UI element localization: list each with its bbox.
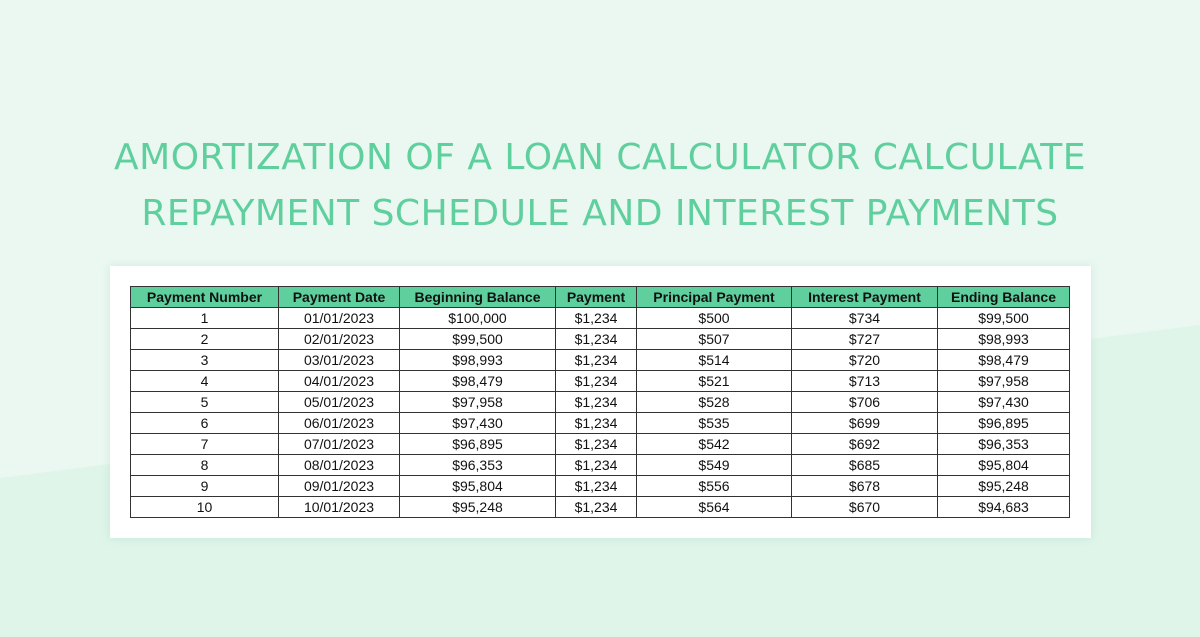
cell-interest-payment: $678 <box>792 476 938 497</box>
title-line-1: AMORTIZATION OF A LOAN CALCULATOR CALCULATE <box>114 137 1086 179</box>
cell-payment-number: 1 <box>131 308 279 329</box>
cell-payment: $1,234 <box>556 476 637 497</box>
cell-payment-date: 05/01/2023 <box>279 392 400 413</box>
cell-payment-number: 7 <box>131 434 279 455</box>
header-payment-number: Payment Number <box>131 287 279 308</box>
cell-ending-balance: $98,993 <box>938 329 1070 350</box>
cell-payment-number: 5 <box>131 392 279 413</box>
table-row <box>131 476 1070 497</box>
cell-payment-date: 01/01/2023 <box>279 308 400 329</box>
table-row <box>131 350 1070 371</box>
cell-beginning-balance: $96,895 <box>400 434 556 455</box>
table-row <box>131 413 1070 434</box>
title-line-2: REPAYMENT SCHEDULE AND INTEREST PAYMENTS <box>141 193 1059 235</box>
cell-beginning-balance: $95,248 <box>400 497 556 518</box>
cell-interest-payment: $685 <box>792 455 938 476</box>
cell-payment-date: 08/01/2023 <box>279 455 400 476</box>
cell-interest-payment: $727 <box>792 329 938 350</box>
cell-principal-payment: $556 <box>637 476 792 497</box>
cell-principal-payment: $542 <box>637 434 792 455</box>
header-payment-date: Payment Date <box>279 287 400 308</box>
cell-interest-payment: $670 <box>792 497 938 518</box>
cell-payment: $1,234 <box>556 455 637 476</box>
table-row <box>131 497 1070 518</box>
cell-ending-balance: $95,248 <box>938 476 1070 497</box>
cell-payment-date: 10/01/2023 <box>279 497 400 518</box>
cell-beginning-balance: $95,804 <box>400 476 556 497</box>
header-beginning-balance: Beginning Balance <box>400 287 556 308</box>
cell-principal-payment: $514 <box>637 350 792 371</box>
cell-payment: $1,234 <box>556 434 637 455</box>
cell-payment-date: 07/01/2023 <box>279 434 400 455</box>
cell-payment-date: 02/01/2023 <box>279 329 400 350</box>
page-title <box>0 130 1200 242</box>
cell-payment: $1,234 <box>556 329 637 350</box>
cell-payment-date: 03/01/2023 <box>279 350 400 371</box>
cell-payment-number: 2 <box>131 329 279 350</box>
cell-beginning-balance: $96,353 <box>400 455 556 476</box>
cell-payment-number: 10 <box>131 497 279 518</box>
spreadsheet-card <box>110 266 1091 538</box>
cell-payment-number: 6 <box>131 413 279 434</box>
header-ending-balance: Ending Balance <box>938 287 1070 308</box>
header-interest-payment: Interest Payment <box>792 287 938 308</box>
cell-ending-balance: $99,500 <box>938 308 1070 329</box>
table-row <box>131 308 1070 329</box>
cell-payment-number: 3 <box>131 350 279 371</box>
cell-beginning-balance: $99,500 <box>400 329 556 350</box>
cell-interest-payment: $692 <box>792 434 938 455</box>
cell-ending-balance: $98,479 <box>938 350 1070 371</box>
cell-payment: $1,234 <box>556 308 637 329</box>
cell-principal-payment: $521 <box>637 371 792 392</box>
cell-beginning-balance: $98,479 <box>400 371 556 392</box>
table-row <box>131 434 1070 455</box>
cell-interest-payment: $720 <box>792 350 938 371</box>
cell-payment-number: 4 <box>131 371 279 392</box>
cell-payment-number: 9 <box>131 476 279 497</box>
cell-principal-payment: $500 <box>637 308 792 329</box>
cell-principal-payment: $549 <box>637 455 792 476</box>
cell-payment-date: 04/01/2023 <box>279 371 400 392</box>
header-principal-payment: Principal Payment <box>637 287 792 308</box>
cell-payment: $1,234 <box>556 350 637 371</box>
cell-principal-payment: $564 <box>637 497 792 518</box>
cell-principal-payment: $528 <box>637 392 792 413</box>
table-row <box>131 371 1070 392</box>
cell-payment-date: 06/01/2023 <box>279 413 400 434</box>
cell-beginning-balance: $98,993 <box>400 350 556 371</box>
cell-interest-payment: $706 <box>792 392 938 413</box>
cell-interest-payment: $734 <box>792 308 938 329</box>
table-header-row <box>131 287 1070 308</box>
cell-ending-balance: $94,683 <box>938 497 1070 518</box>
cell-payment-date: 09/01/2023 <box>279 476 400 497</box>
cell-interest-payment: $713 <box>792 371 938 392</box>
amortization-table <box>130 286 1070 518</box>
cell-payment: $1,234 <box>556 371 637 392</box>
header-payment: Payment <box>556 287 637 308</box>
cell-ending-balance: $96,353 <box>938 434 1070 455</box>
cell-ending-balance: $96,895 <box>938 413 1070 434</box>
table-row <box>131 329 1070 350</box>
cell-ending-balance: $97,958 <box>938 371 1070 392</box>
cell-interest-payment: $699 <box>792 413 938 434</box>
cell-payment: $1,234 <box>556 392 637 413</box>
cell-principal-payment: $507 <box>637 329 792 350</box>
cell-beginning-balance: $97,430 <box>400 413 556 434</box>
cell-payment-number: 8 <box>131 455 279 476</box>
cell-ending-balance: $95,804 <box>938 455 1070 476</box>
table-row <box>131 392 1070 413</box>
cell-ending-balance: $97,430 <box>938 392 1070 413</box>
cell-payment: $1,234 <box>556 413 637 434</box>
cell-beginning-balance: $100,000 <box>400 308 556 329</box>
cell-principal-payment: $535 <box>637 413 792 434</box>
cell-beginning-balance: $97,958 <box>400 392 556 413</box>
table-row <box>131 455 1070 476</box>
cell-payment: $1,234 <box>556 497 637 518</box>
